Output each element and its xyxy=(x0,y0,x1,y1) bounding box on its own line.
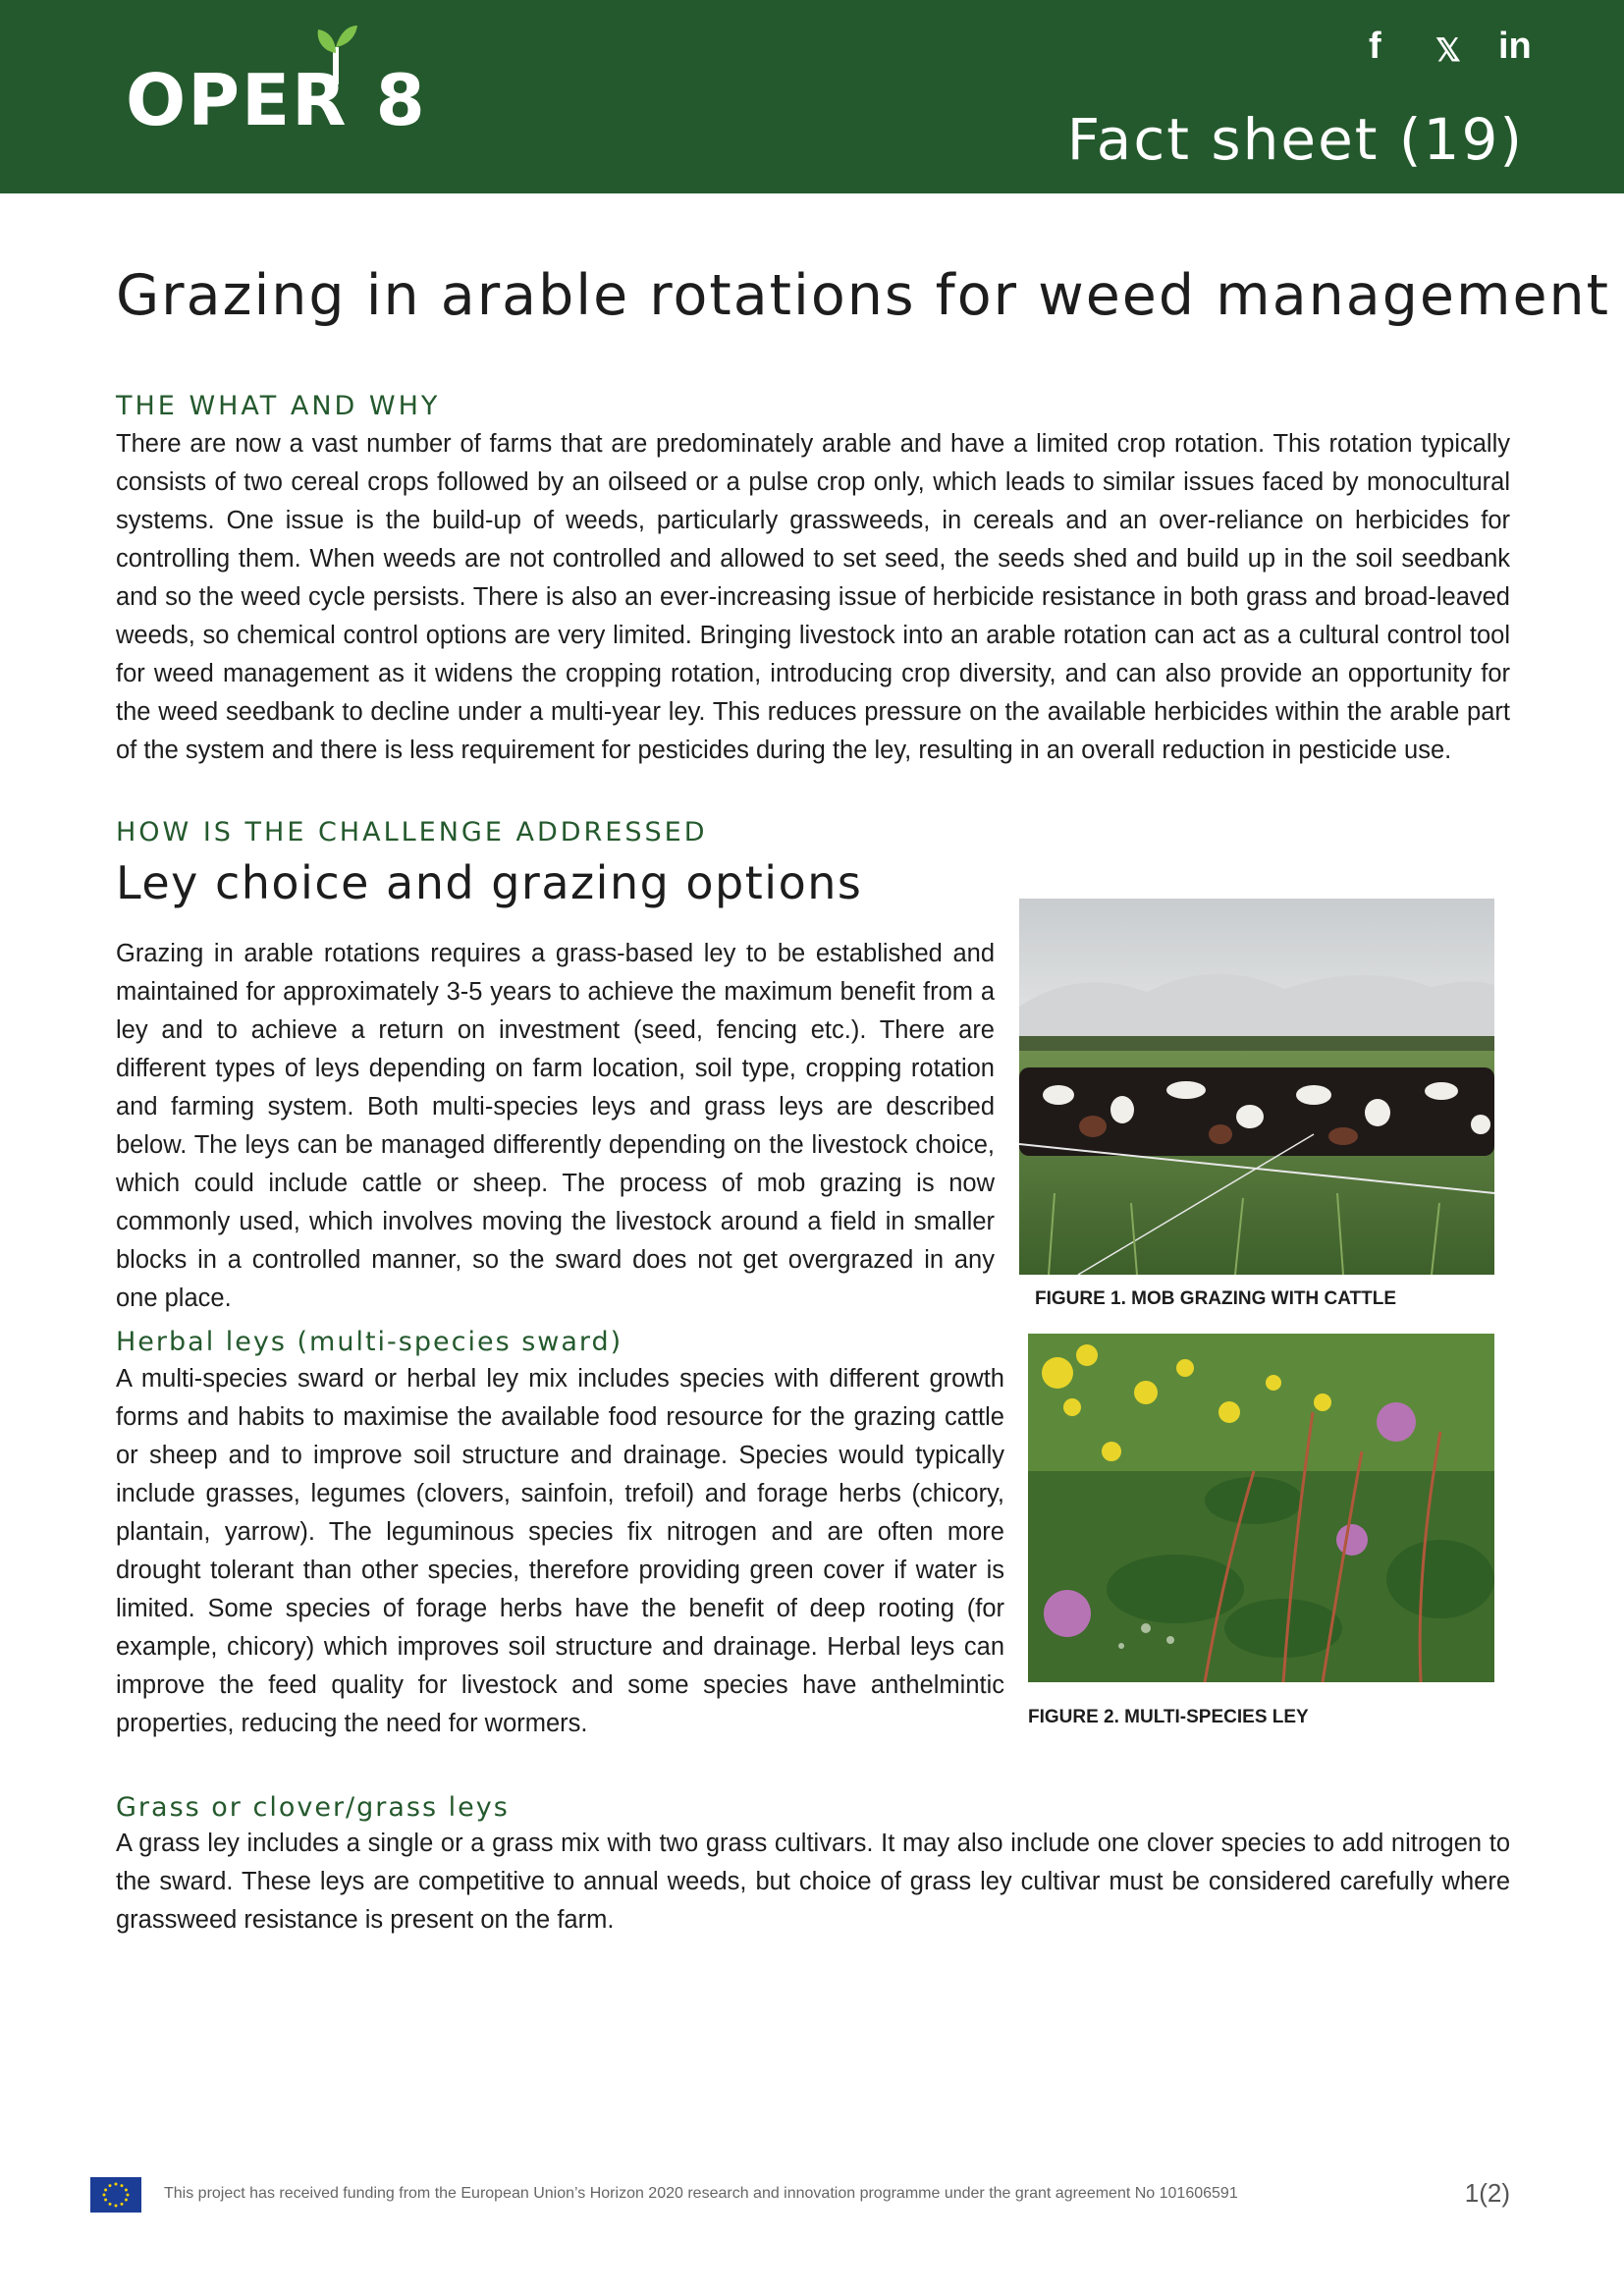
grass-leys-heading: Grass or clover/grass leys xyxy=(116,1792,510,1823)
eu-flag-icon xyxy=(90,2177,141,2213)
page-title: Grazing in arable rotations for weed management xyxy=(116,263,1611,328)
header-banner xyxy=(0,0,1624,193)
herbal-leys-paragraph: A multi-species sward or herbal ley mix includes species with different growth forms and habits to maximise the available food resource for the grazing cattle or sheep and to improve soil structure and drainage. Species would typically include grasses, legumes (clovers, sainfoin, trefoil) and forage herbs (chicory, plantain, yarrow). The leguminous species fix nitrogen and are often more drought tolerant than other species, therefore providing green cover if water is limited. Some species of forage herbs have the benefit of deep rooting (for example, chicory) which improves soil structure and drainage. Herbal leys can improve the feed quality for livestock and some species have anthelmintic properties, reducing the need for wormers. xyxy=(116,1365,1004,1737)
ley-choice-heading: Ley choice and grazing options xyxy=(116,856,863,909)
grass-leys-paragraph: A grass ley includes a single or a grass mix with two grass cultivars. It may also include one clover species to add nitrogen to the sward. These leys are competitive to annual weeds, but choice of grass ley cultivar must be considered carefully where grassweed resistance is present on the farm. xyxy=(116,1830,1510,1934)
section-label-challenge: HOW IS THE CHALLENGE ADDRESSED xyxy=(116,817,708,847)
funding-notice: This project has received funding from the European Union’s Horizon 2020 research and innovation programme under the grant agreement No 101606591 xyxy=(164,2185,1238,2202)
figure-2-caption: FIGURE 2. MULTI-SPECIES LEY xyxy=(1028,1707,1309,1727)
sprout-icon xyxy=(312,18,359,86)
page-number: 1(2) xyxy=(1464,2178,1510,2208)
what-why-paragraph: There are now a vast number of farms that are predominately arable and have a limited crop rotation. This rotation typically consists of two cereal crops followed by an oilseed or a pulse crop only, which leads to similar issues faced by monocultural systems. One issue is the build-up of weeds, particularly grassweeds, in cereals and an over-reliance on herbicides for controlling them. When weeds are not controlled and allowed to set seed, the seeds shed and build up in the soil seedbank and so the weed cycle persists. There is also an ever-increasing issue of herbicide resistance in both grass and broad-leaved weeds, so chemical control options are very limited. Bringing livestock into an arable rotation can act as a cultural control tool for weed management as it widens the cropping rotation, introducing crop diversity, and can also provide an opportunity for the weed seedbank to decline under a multi-year ley. This reduces pressure on the available herbicides within the arable part of the system and there is less requirement for pesticides during the ley, resulting in an overall reduction in pesticide use. xyxy=(116,430,1510,764)
x-icon[interactable]: 𝕏 xyxy=(1435,32,1461,68)
figure-1-caption: FIGURE 1. MOB GRAZING WITH CATTLE xyxy=(1035,1288,1397,1309)
logo[interactable]: OPER 8 xyxy=(126,59,427,141)
linkedin-icon[interactable]: in xyxy=(1498,26,1532,67)
herbal-leys-heading: Herbal leys (multi-species sward) xyxy=(116,1327,623,1357)
facebook-icon[interactable]: f xyxy=(1369,26,1381,67)
figure-2-multi-species-photo xyxy=(1028,1334,1494,1682)
figure-1-cattle-photo xyxy=(1019,899,1494,1275)
section-label-what-why: THE WHAT AND WHY xyxy=(116,391,441,421)
ley-intro-paragraph: Grazing in arable rotations requires a grass-based ley to be established and maintained for approximately 3-5 years to achieve the maximum benefit from a ley and to achieve a return on investment (seed, fencing etc.). There are different types of leys depending on farm location, soil type, cropping rotation and farming system. Both multi-species leys and grass leys are described below. The leys can be managed differently depending on the livestock choice, which could include cattle or sheep. The process of mob grazing is now commonly used, which involves moving the livestock around a field in smaller blocks in a controlled manner, so the sward does not get overgrazed in any one place. xyxy=(116,940,995,1312)
fact-sheet-label: Fact sheet (19) xyxy=(1066,106,1524,173)
